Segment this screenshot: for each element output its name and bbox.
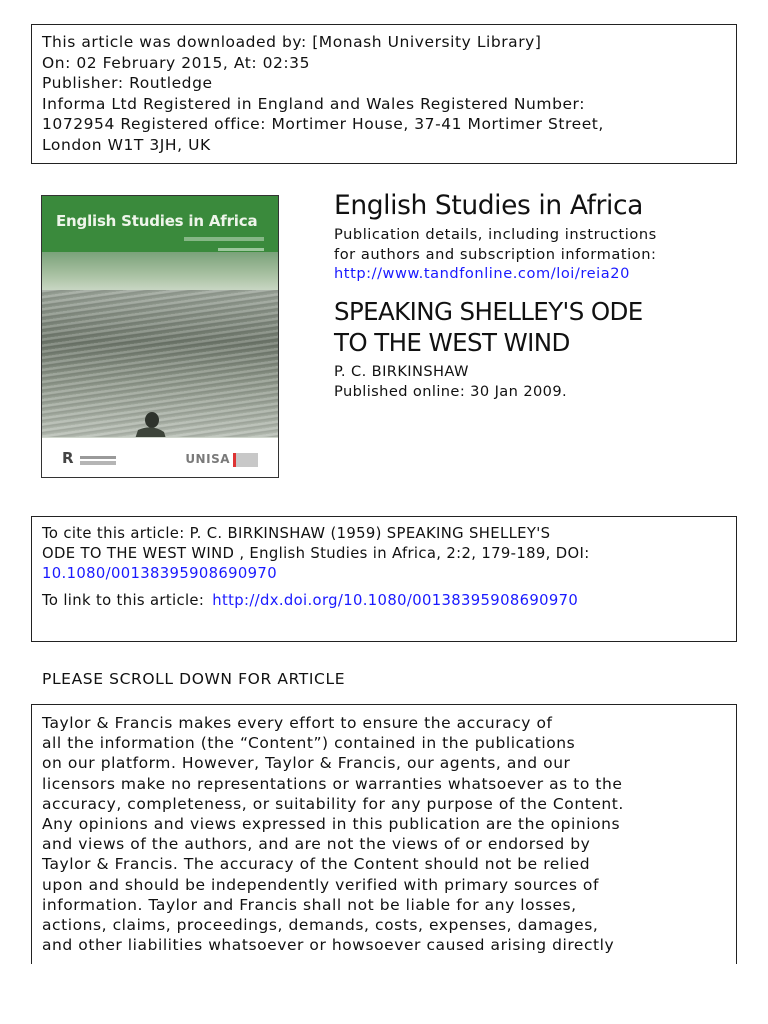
journal-url-link[interactable]: http://www.tandfonline.com/loi/reia20 (334, 265, 630, 282)
download-notice-box (31, 24, 737, 164)
terms-line: accuracy, completeness, or suitability for any purpose of the Content. (42, 794, 624, 813)
terms-line: Any opinions and views expressed in this publication are the opinions (42, 815, 621, 834)
cover-footer (42, 437, 278, 477)
terms-line: licensors make no representations or warranties whatsoever as to the (42, 774, 623, 793)
download-notice-line: Informa Ltd Registered in England and Wales Registered Number: (42, 94, 585, 113)
scroll-notice: PLEASE SCROLL DOWN FOR ARTICLE (42, 670, 346, 688)
article-title-line: TO THE WEST WIND (334, 328, 570, 357)
publication-details (334, 225, 657, 284)
doi-link[interactable]: 10.1080/00138395908690970 (42, 565, 277, 582)
download-notice-line: Publisher: Routledge (42, 74, 213, 92)
download-notice-line: London W1T 3JH, UK (42, 135, 211, 154)
article-published-date: Published online: 30 Jan 2009. (334, 383, 568, 400)
terms-line: on our platform. However, Taylor & Francis, our agents, and our (42, 754, 571, 773)
citation-line: To cite this article: P. C. BIRKINSHAW (1959) SPEAKING SHELLEY'S (42, 525, 551, 542)
cover-subtitle-bar (218, 248, 264, 251)
cover-title: English Studies in Africa (56, 212, 258, 230)
journal-cover-image (41, 195, 279, 478)
download-notice-line: This article was downloaded by: [Monash University Library] (42, 33, 542, 51)
cover-green-strip (42, 252, 278, 290)
terms-line: and other liabilities whatsoever or howsoever caused arising directly (42, 936, 615, 955)
cover-photo (42, 290, 278, 440)
publication-details-line: Publication details, including instructions (334, 226, 657, 243)
terms-line: Taylor & Francis makes every effort to ensure the accuracy of (42, 714, 553, 732)
article-link-label: To link to this article: (42, 592, 205, 609)
terms-box (31, 704, 737, 964)
terms-line: and views of the authors, and are not the views of or endorsed by (42, 835, 591, 854)
terms-line: actions, claims, proceedings, demands, costs, expenses, damages, (42, 916, 599, 935)
unisa-logo: UNISA (185, 452, 230, 466)
routledge-logo-text (80, 456, 116, 465)
publication-details-line: for authors and subscription information: (334, 245, 657, 263)
routledge-logo: R (62, 449, 74, 467)
terms-line: all the information (the “Content”) contained in the publications (42, 734, 576, 753)
citation-line: ODE TO THE WEST WIND , English Studies in Africa, 2:2, 179-189, DOI: (42, 545, 590, 562)
download-notice-line: On: 02 February 2015, At: 02:35 (42, 53, 311, 72)
article-doi-url-link[interactable]: http://dx.doi.org/10.1080/00138395908690970 (212, 592, 579, 609)
terms-line: Taylor & Francis. The accuracy of the Content should not be relied (42, 855, 591, 874)
article-meta (334, 362, 567, 402)
cover-subtitle-bar (184, 237, 264, 241)
article-title-line: SPEAKING SHELLEY'S ODE (334, 297, 643, 326)
article-title (334, 296, 643, 358)
terms-line: information. Taylor and Francis shall not be liable for any losses, (42, 895, 577, 914)
download-notice-line: 1072954 Registered office: Mortimer House, 37-41 Mortimer Street, (42, 115, 604, 133)
article-link-row (42, 591, 726, 611)
citation-box (31, 516, 737, 642)
journal-title: English Studies in Africa (334, 190, 643, 221)
unisa-logo-mark (233, 453, 258, 467)
article-author: P. C. BIRKINSHAW (334, 363, 469, 380)
terms-line: upon and should be independently verified with primary sources of (42, 875, 599, 894)
